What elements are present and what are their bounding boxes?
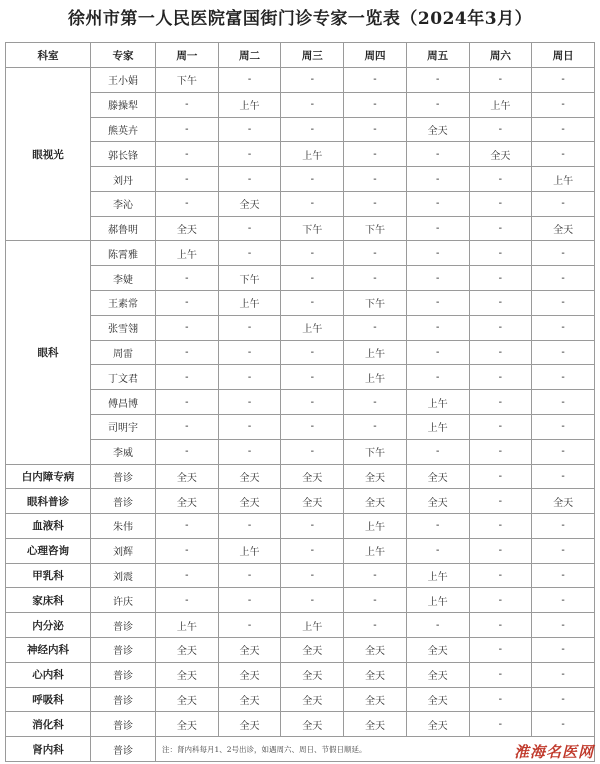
schedule-cell: - [156,365,219,390]
schedule-cell: - [281,439,344,464]
schedule-cell: 全天 [218,489,281,514]
schedule-cell: - [281,241,344,266]
schedule-cell: - [532,315,595,340]
department-cell: 神经内科 [6,637,91,662]
schedule-cell: - [218,563,281,588]
schedule-cell: 全天 [156,712,219,737]
schedule-cell: - [281,414,344,439]
doctor-cell: 司明宇 [91,414,156,439]
schedule-cell: - [406,266,469,291]
schedule-cell: - [218,514,281,539]
schedule-cell: - [281,563,344,588]
department-cell: 消化科 [6,712,91,737]
header-cell: 周三 [281,43,344,68]
schedule-cell: - [344,167,407,192]
schedule-cell: - [344,414,407,439]
schedule-cell: - [469,315,532,340]
schedule-cell: - [469,291,532,316]
schedule-cell: - [532,291,595,316]
table-header-row [6,43,595,68]
schedule-cell: - [532,514,595,539]
schedule-cell: - [281,191,344,216]
department-cell: 家床科 [6,588,91,613]
schedule-cell: - [406,68,469,93]
schedule-cell: - [156,588,219,613]
schedule-cell: 全天 [281,489,344,514]
table-body [6,68,595,762]
schedule-cell: - [469,538,532,563]
schedule-cell: 全天 [344,464,407,489]
doctor-cell: 张雪翎 [91,315,156,340]
schedule-cell: 上午 [406,390,469,415]
doctor-cell: 李婕 [91,266,156,291]
schedule-cell: - [344,117,407,142]
schedule-cell: 下午 [281,216,344,241]
schedule-cell: - [218,216,281,241]
table-row [6,266,595,291]
schedule-table [5,42,595,762]
department-cell: 甲乳科 [6,563,91,588]
schedule-cell: - [406,514,469,539]
header-cell: 周五 [406,43,469,68]
schedule-cell: - [218,365,281,390]
schedule-cell: - [406,538,469,563]
schedule-cell: 上午 [469,92,532,117]
schedule-cell: 上午 [218,92,281,117]
schedule-cell: - [406,142,469,167]
schedule-cell: - [344,588,407,613]
schedule-cell: 全天 [281,637,344,662]
schedule-cell: - [281,92,344,117]
page-title: 徐州市第一人民医院富国街门诊专家一览表（2024年3月） [67,9,533,29]
schedule-cell: - [218,241,281,266]
schedule-cell: - [406,365,469,390]
schedule-cell: - [469,489,532,514]
schedule-cell: - [469,464,532,489]
table-row [6,340,595,365]
schedule-cell: 上午 [156,241,219,266]
schedule-cell: 上午 [281,315,344,340]
schedule-cell: - [532,637,595,662]
schedule-cell: 全天 [218,464,281,489]
table-row [6,241,595,266]
schedule-cell: - [344,266,407,291]
schedule-cell: - [532,365,595,390]
doctor-cell: 周雷 [91,340,156,365]
schedule-cell: 上午 [218,538,281,563]
note-cell: 注：肾内科每月1、2号出诊，如遇周六、周日、节假日顺延。 [156,737,595,762]
header-cell: 周一 [156,43,219,68]
schedule-cell: - [218,390,281,415]
schedule-cell: - [532,712,595,737]
schedule-cell: - [281,588,344,613]
schedule-cell: - [218,68,281,93]
schedule-cell: 上午 [218,291,281,316]
header-cell: 科室 [6,43,91,68]
table-row [6,390,595,415]
schedule-cell: - [156,266,219,291]
schedule-cell: - [532,687,595,712]
schedule-cell: - [344,142,407,167]
table-row [6,191,595,216]
department-cell: 白内障专病 [6,464,91,489]
schedule-cell: - [281,365,344,390]
schedule-cell: 全天 [156,637,219,662]
schedule-cell: 全天 [218,637,281,662]
schedule-cell: - [532,117,595,142]
schedule-cell: - [281,117,344,142]
doctor-cell: 陈霄雅 [91,241,156,266]
schedule-cell: 上午 [406,588,469,613]
schedule-cell: - [406,291,469,316]
schedule-cell: - [469,563,532,588]
schedule-cell: 全天 [281,464,344,489]
schedule-cell: 下午 [344,216,407,241]
department-cell: 眼科 [6,241,91,464]
table-row [6,439,595,464]
schedule-cell: 全天 [532,216,595,241]
table-row [6,737,595,762]
schedule-cell: - [281,340,344,365]
schedule-cell: - [406,167,469,192]
doctor-cell: 郝鲁明 [91,216,156,241]
schedule-cell: - [469,365,532,390]
schedule-cell: - [156,291,219,316]
department-cell: 肾内科 [6,737,91,762]
schedule-cell: - [532,92,595,117]
schedule-cell: 上午 [532,167,595,192]
table-row [6,662,595,687]
schedule-cell: - [469,340,532,365]
doctor-cell: 丁文君 [91,365,156,390]
header-cell: 周四 [344,43,407,68]
schedule-cell: - [156,340,219,365]
schedule-cell: - [406,340,469,365]
schedule-cell: 下午 [344,291,407,316]
schedule-cell: 全天 [344,712,407,737]
schedule-cell: - [406,439,469,464]
department-cell: 血液科 [6,514,91,539]
schedule-cell: - [156,538,219,563]
schedule-cell: - [469,514,532,539]
table-row [6,92,595,117]
table-row [6,414,595,439]
schedule-cell: - [344,241,407,266]
table-row [6,365,595,390]
schedule-cell: - [281,167,344,192]
schedule-cell: - [532,390,595,415]
schedule-cell: - [469,439,532,464]
schedule-cell: - [469,191,532,216]
schedule-cell: - [532,191,595,216]
schedule-cell: 全天 [281,687,344,712]
schedule-cell: - [406,216,469,241]
watermark: 淮海名医网 [513,743,594,761]
schedule-cell: 下午 [344,439,407,464]
schedule-cell: 上午 [344,340,407,365]
department-cell: 心理咨询 [6,538,91,563]
table-row [6,315,595,340]
table-row [6,216,595,241]
schedule-cell: 全天 [156,216,219,241]
schedule-cell: - [532,68,595,93]
table-row [6,637,595,662]
schedule-cell: - [469,68,532,93]
doctor-cell: 许庆 [91,588,156,613]
schedule-cell: - [469,414,532,439]
table-row [6,712,595,737]
schedule-cell: - [469,216,532,241]
doctor-cell: 郭长锋 [91,142,156,167]
table-row [6,613,595,638]
department-cell: 眼科普诊 [6,489,91,514]
schedule-cell: 全天 [532,489,595,514]
doctor-cell: 普诊 [91,464,156,489]
schedule-cell: - [532,588,595,613]
schedule-cell: 上午 [406,414,469,439]
schedule-cell: - [156,167,219,192]
schedule-cell: - [218,613,281,638]
schedule-cell: - [156,142,219,167]
schedule-cell: 上午 [281,142,344,167]
schedule-cell: - [469,167,532,192]
schedule-cell: - [218,315,281,340]
schedule-cell: - [469,241,532,266]
schedule-cell: - [344,563,407,588]
schedule-cell: - [532,662,595,687]
schedule-cell: - [532,142,595,167]
schedule-cell: 上午 [344,365,407,390]
doctor-cell: 普诊 [91,637,156,662]
table-row [6,687,595,712]
schedule-cell: - [156,117,219,142]
header-cell: 专家 [91,43,156,68]
table-row [6,489,595,514]
schedule-cell: 全天 [344,662,407,687]
doctor-cell: 傅昌博 [91,390,156,415]
header-cell: 周六 [469,43,532,68]
doctor-cell: 普诊 [91,489,156,514]
schedule-cell: 全天 [218,687,281,712]
doctor-cell: 熊英卉 [91,117,156,142]
schedule-cell: - [156,514,219,539]
table-row [6,291,595,316]
schedule-cell: - [218,588,281,613]
schedule-cell: - [469,662,532,687]
schedule-cell: - [532,563,595,588]
schedule-cell: - [532,340,595,365]
table-row [6,167,595,192]
doctor-cell: 李沁 [91,191,156,216]
header-cell: 周二 [218,43,281,68]
table-row [6,117,595,142]
schedule-cell: - [469,712,532,737]
table-row [6,142,595,167]
schedule-cell: - [469,266,532,291]
department-cell: 眼视光 [6,68,91,241]
schedule-cell: - [532,241,595,266]
schedule-cell: 全天 [156,662,219,687]
table-row [6,514,595,539]
schedule-cell: - [156,439,219,464]
schedule-cell: 上午 [156,613,219,638]
department-cell: 呼吸科 [6,687,91,712]
schedule-cell: - [218,142,281,167]
schedule-cell: - [156,191,219,216]
schedule-cell: 全天 [406,464,469,489]
doctor-cell: 刘丹 [91,167,156,192]
schedule-cell: - [344,390,407,415]
schedule-cell: 全天 [218,712,281,737]
schedule-cell: 全天 [344,687,407,712]
table-row [6,588,595,613]
schedule-cell: - [344,68,407,93]
doctor-cell: 刘辉 [91,538,156,563]
schedule-cell: - [532,538,595,563]
schedule-cell: - [532,266,595,291]
doctor-cell: 朱伟 [91,514,156,539]
schedule-cell: - [156,563,219,588]
header-cell: 周日 [532,43,595,68]
schedule-cell: - [344,613,407,638]
schedule-cell: - [281,390,344,415]
schedule-cell: - [469,117,532,142]
schedule-cell: 下午 [218,266,281,291]
schedule-cell: 上午 [281,613,344,638]
doctor-cell: 普诊 [91,687,156,712]
schedule-cell: - [281,514,344,539]
schedule-cell: - [344,191,407,216]
schedule-cell: - [156,315,219,340]
schedule-cell: - [281,538,344,563]
schedule-cell: 全天 [406,117,469,142]
schedule-cell: - [156,92,219,117]
schedule-cell: 全天 [218,191,281,216]
schedule-cell: 全天 [281,712,344,737]
schedule-cell: - [406,241,469,266]
doctor-cell: 普诊 [91,737,156,762]
schedule-cell: - [344,315,407,340]
schedule-cell: 下午 [156,68,219,93]
doctor-cell: 王素常 [91,291,156,316]
schedule-cell: 上午 [344,514,407,539]
schedule-cell: 全天 [156,464,219,489]
schedule-cell: - [406,92,469,117]
doctor-cell: 李威 [91,439,156,464]
schedule-cell: 全天 [406,489,469,514]
schedule-cell: - [218,340,281,365]
schedule-cell: - [406,191,469,216]
schedule-cell: - [532,613,595,638]
schedule-cell: - [218,439,281,464]
doctor-cell: 普诊 [91,712,156,737]
schedule-cell: - [469,588,532,613]
schedule-cell: 全天 [156,489,219,514]
table-row [6,464,595,489]
table-row [6,68,595,93]
schedule-cell: - [344,92,407,117]
schedule-cell: - [218,414,281,439]
doctor-cell: 王小娟 [91,68,156,93]
doctor-cell: 普诊 [91,662,156,687]
schedule-cell: 全天 [406,687,469,712]
table-row [6,538,595,563]
schedule-cell: 全天 [406,662,469,687]
schedule-cell: 全天 [281,662,344,687]
schedule-cell: - [218,167,281,192]
schedule-cell: - [469,637,532,662]
schedule-cell: - [281,68,344,93]
schedule-cell: - [156,414,219,439]
department-cell: 心内科 [6,662,91,687]
doctor-cell: 滕操犁 [91,92,156,117]
schedule-cell: - [532,464,595,489]
schedule-cell: 全天 [344,489,407,514]
schedule-cell: - [469,613,532,638]
doctor-cell: 刘震 [91,563,156,588]
schedule-cell: 全天 [156,687,219,712]
schedule-cell: - [281,266,344,291]
schedule-cell: - [281,291,344,316]
schedule-cell: 全天 [344,637,407,662]
schedule-cell: - [469,687,532,712]
schedule-cell: 全天 [406,712,469,737]
schedule-cell: - [406,613,469,638]
schedule-cell: 全天 [469,142,532,167]
schedule-cell: - [532,439,595,464]
schedule-cell: - [218,117,281,142]
schedule-cell: 全天 [406,637,469,662]
schedule-cell: - [156,390,219,415]
schedule-cell: 上午 [344,538,407,563]
doctor-cell: 普诊 [91,613,156,638]
schedule-cell: 全天 [218,662,281,687]
schedule-cell: 上午 [406,563,469,588]
schedule-cell: - [469,390,532,415]
department-cell: 内分泌 [6,613,91,638]
schedule-cell: - [406,315,469,340]
table-row [6,563,595,588]
schedule-cell: - [532,414,595,439]
